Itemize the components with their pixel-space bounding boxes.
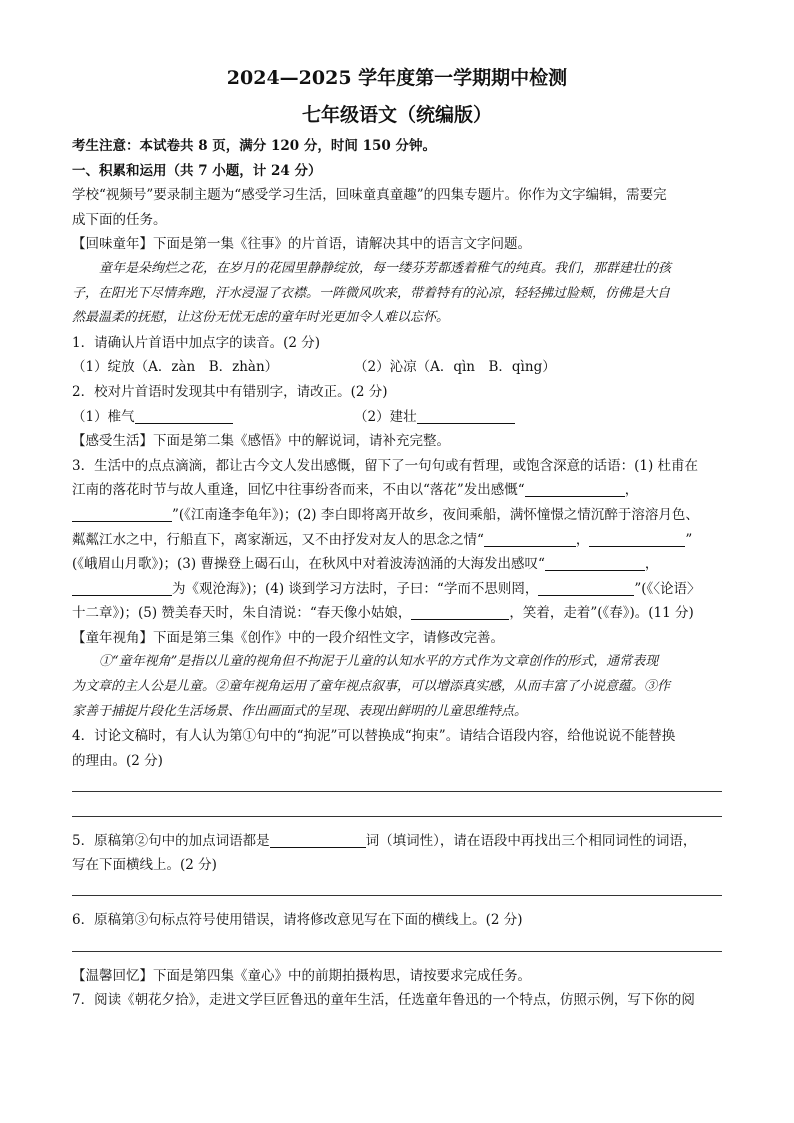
- passage3-line-3: 家善于捕捉片段化生活场景、作出画面式的呈现、表现出鲜明的儿童思维特点。: [72, 703, 528, 719]
- intro-line-1: 学校“视频号”要录制主题为“感受学习生活，回味童真童趣”的四集专题片。你作为文字编辑，需要完: [72, 187, 667, 204]
- page-subtitle: 七年级语文（统编版）: [301, 104, 492, 126]
- exam-page: [72, 62, 722, 1013]
- q1-option-1: （1）绽放（A．zàn B．zhàn）: [72, 359, 279, 376]
- q3-text: 为《观沧海》)；(4) 谈到学习方法时，子曰：“学而不思则罔，: [172, 580, 539, 597]
- q3-line-7: [72, 601, 722, 626]
- q5-line-2: 写在下面横线上。(2 分): [72, 857, 217, 874]
- q2-options: [72, 405, 722, 430]
- q3-text: 江南的落花时节与故人重逢，回忆中往事纷沓而来，不由以“落花”发出感慨“: [72, 482, 525, 499]
- episode2-label: 【感受生活】下面是第二集《感悟》中的解说词，请补充完整。: [72, 433, 450, 450]
- episode1-label: 【回味童年】下面是第一集《往事》的片首语，请解决其中的语言文字问题。: [72, 236, 531, 253]
- q3-text: (《峨眉山月歌》)；(3) 曹操登上碣石山，在秋风中对着波涛汹涌的大海发出感叹“: [72, 556, 545, 573]
- q3-line-2: 江南的落花时节与故人重逢，回忆中往事纷沓而来，不由以“落花”发出感慨“ ，: [72, 482, 639, 499]
- page-title: 2024—2025 学年度第一学期期中检测: [226, 67, 568, 89]
- q3-blank-5[interactable]: [411, 604, 509, 620]
- passage1-line-1: 童年是朵绚烂之花，在岁月的花园里静静绽放，每一缕芬芳都透着稚气的纯真。我们，那群建壮的孩: [99, 260, 672, 276]
- q3-line-5: [72, 552, 722, 577]
- q3-blank-1b[interactable]: [72, 506, 172, 522]
- q3-text: ，: [575, 531, 590, 548]
- q2-item-1: （1）椎气: [72, 408, 135, 425]
- q2-answer-blank-1[interactable]: [135, 408, 233, 424]
- passage3-line-1: ①“童年视角”是指以儿童的视角但不拘泥于儿童的认知水平的方式作为文章创作的形式，通常表现: [99, 654, 659, 670]
- q3-text: ”(《江南逢李龟年》)；(2) 李白即将离开故乡，夜间乘船，满怀憧憬之情沉醉于溶溶月色、: [172, 506, 699, 523]
- q3-blank-4[interactable]: [538, 580, 634, 596]
- q3-text: ”(《〈论语〉: [634, 580, 701, 597]
- q3-text: 粼粼江水之中，行船直下，离家渐远，又不由抒发对友人的思念之情“: [72, 531, 484, 548]
- q1-options: [72, 355, 722, 380]
- q4-line-2: 的理由。(2 分): [72, 752, 163, 769]
- passage1-line-3: 然最温柔的抚慰，让这份无忧无虑的童年时光更加令人难以忘怀。: [72, 310, 450, 326]
- q3-blank-2b[interactable]: [589, 531, 685, 547]
- intro-line-2: 成下面的任务。: [72, 211, 167, 228]
- q1-stem: 1．请确认片首语中加点字的读音。(2 分): [72, 334, 321, 351]
- q3-text: ”: [685, 531, 693, 548]
- q3-blank-3b[interactable]: [72, 580, 172, 596]
- q4-line-1: 4．讨论文稿时，有人认为第①句中的“拘泥”可以替换成“拘束”。请结合语段内容，给他说说不能替换: [72, 728, 676, 745]
- q4-answer-line-1[interactable]: [72, 773, 722, 798]
- q2-answer-blank-2[interactable]: [417, 408, 515, 424]
- q3-line-4: [72, 528, 722, 553]
- q2-item-2: （2）建壮: [354, 408, 417, 425]
- q3-line-6: [72, 577, 722, 602]
- episode4-label: 【温馨回忆】下面是第四集《童心》中的前期拍摄构思，请按要求完成任务。: [72, 967, 531, 984]
- q3-line-3: [72, 503, 722, 528]
- q3-text: 十二章》)；(5) 赞美春天时，朱自清说：“春天像小姑娘，: [72, 605, 412, 622]
- q3-text: ，: [644, 556, 659, 573]
- q7-line-1: 7．阅读《朝花夕拾》，走进文学巨匠鲁迅的童年生活，任选童年鲁迅的一个特点，仿照示例，写下你的阅: [72, 992, 695, 1009]
- episode3-label: 【童年视角】下面是第三集《创作》中的一段介绍性文字，请修改完善。: [72, 629, 504, 646]
- section-heading: 一、积累和运用（共 7 小题，计 24 分）: [72, 162, 322, 179]
- q5-line-1: [72, 829, 722, 854]
- q5-blank-part-of-speech[interactable]: [270, 832, 366, 848]
- passage3-line-2: 为文章的主人公是儿童。②童年视角运用了童年视点叙事，可以增添真实感，从而丰富了小说意蕴。③作: [72, 679, 671, 695]
- q6-answer-line[interactable]: [72, 933, 722, 958]
- q2-stem: 2．校对片首语时发现其中有错别字，请改正。(2 分): [72, 383, 388, 400]
- q3-blank-2a[interactable]: [484, 531, 576, 547]
- q6-stem: 6．原稿第③句标点符号使用错误，请将修改意见写在下面的横线上。(2 分): [72, 912, 523, 929]
- q5-answer-line[interactable]: [72, 878, 722, 903]
- q3-text: ，笑着，走着”(《春》)。(11 分): [509, 605, 694, 622]
- q3-blank-1a[interactable]: [525, 481, 625, 497]
- q5-text: 词（填词性），请在语段中再找出三个相同词性的词语，: [365, 832, 697, 849]
- passage1-line-2: 子，在阳光下尽情奔跑，汗水浸湿了衣襟。一阵微风吹来，带着特有的沁凉，轻轻拂过脸颊，仿佛是大自: [72, 285, 671, 301]
- exam-notice: 考生注意：本试卷共 8 页，满分 120 分，时间 150 分钟。: [72, 138, 436, 154]
- q3-blank-3a[interactable]: [545, 555, 645, 571]
- q5-text: 5．原稿第②句中的加点词语都是: [72, 832, 270, 849]
- q3-line-1: 3．生活中的点点滴滴，都让古今文人发出感慨，留下了一句句或有哲理，或饱含深意的话语：(1) 杜甫在: [72, 457, 699, 474]
- q1-option-2: （2）沁凉（A．qìn B．qìng）: [354, 359, 556, 376]
- q4-answer-line-2[interactable]: [72, 798, 722, 823]
